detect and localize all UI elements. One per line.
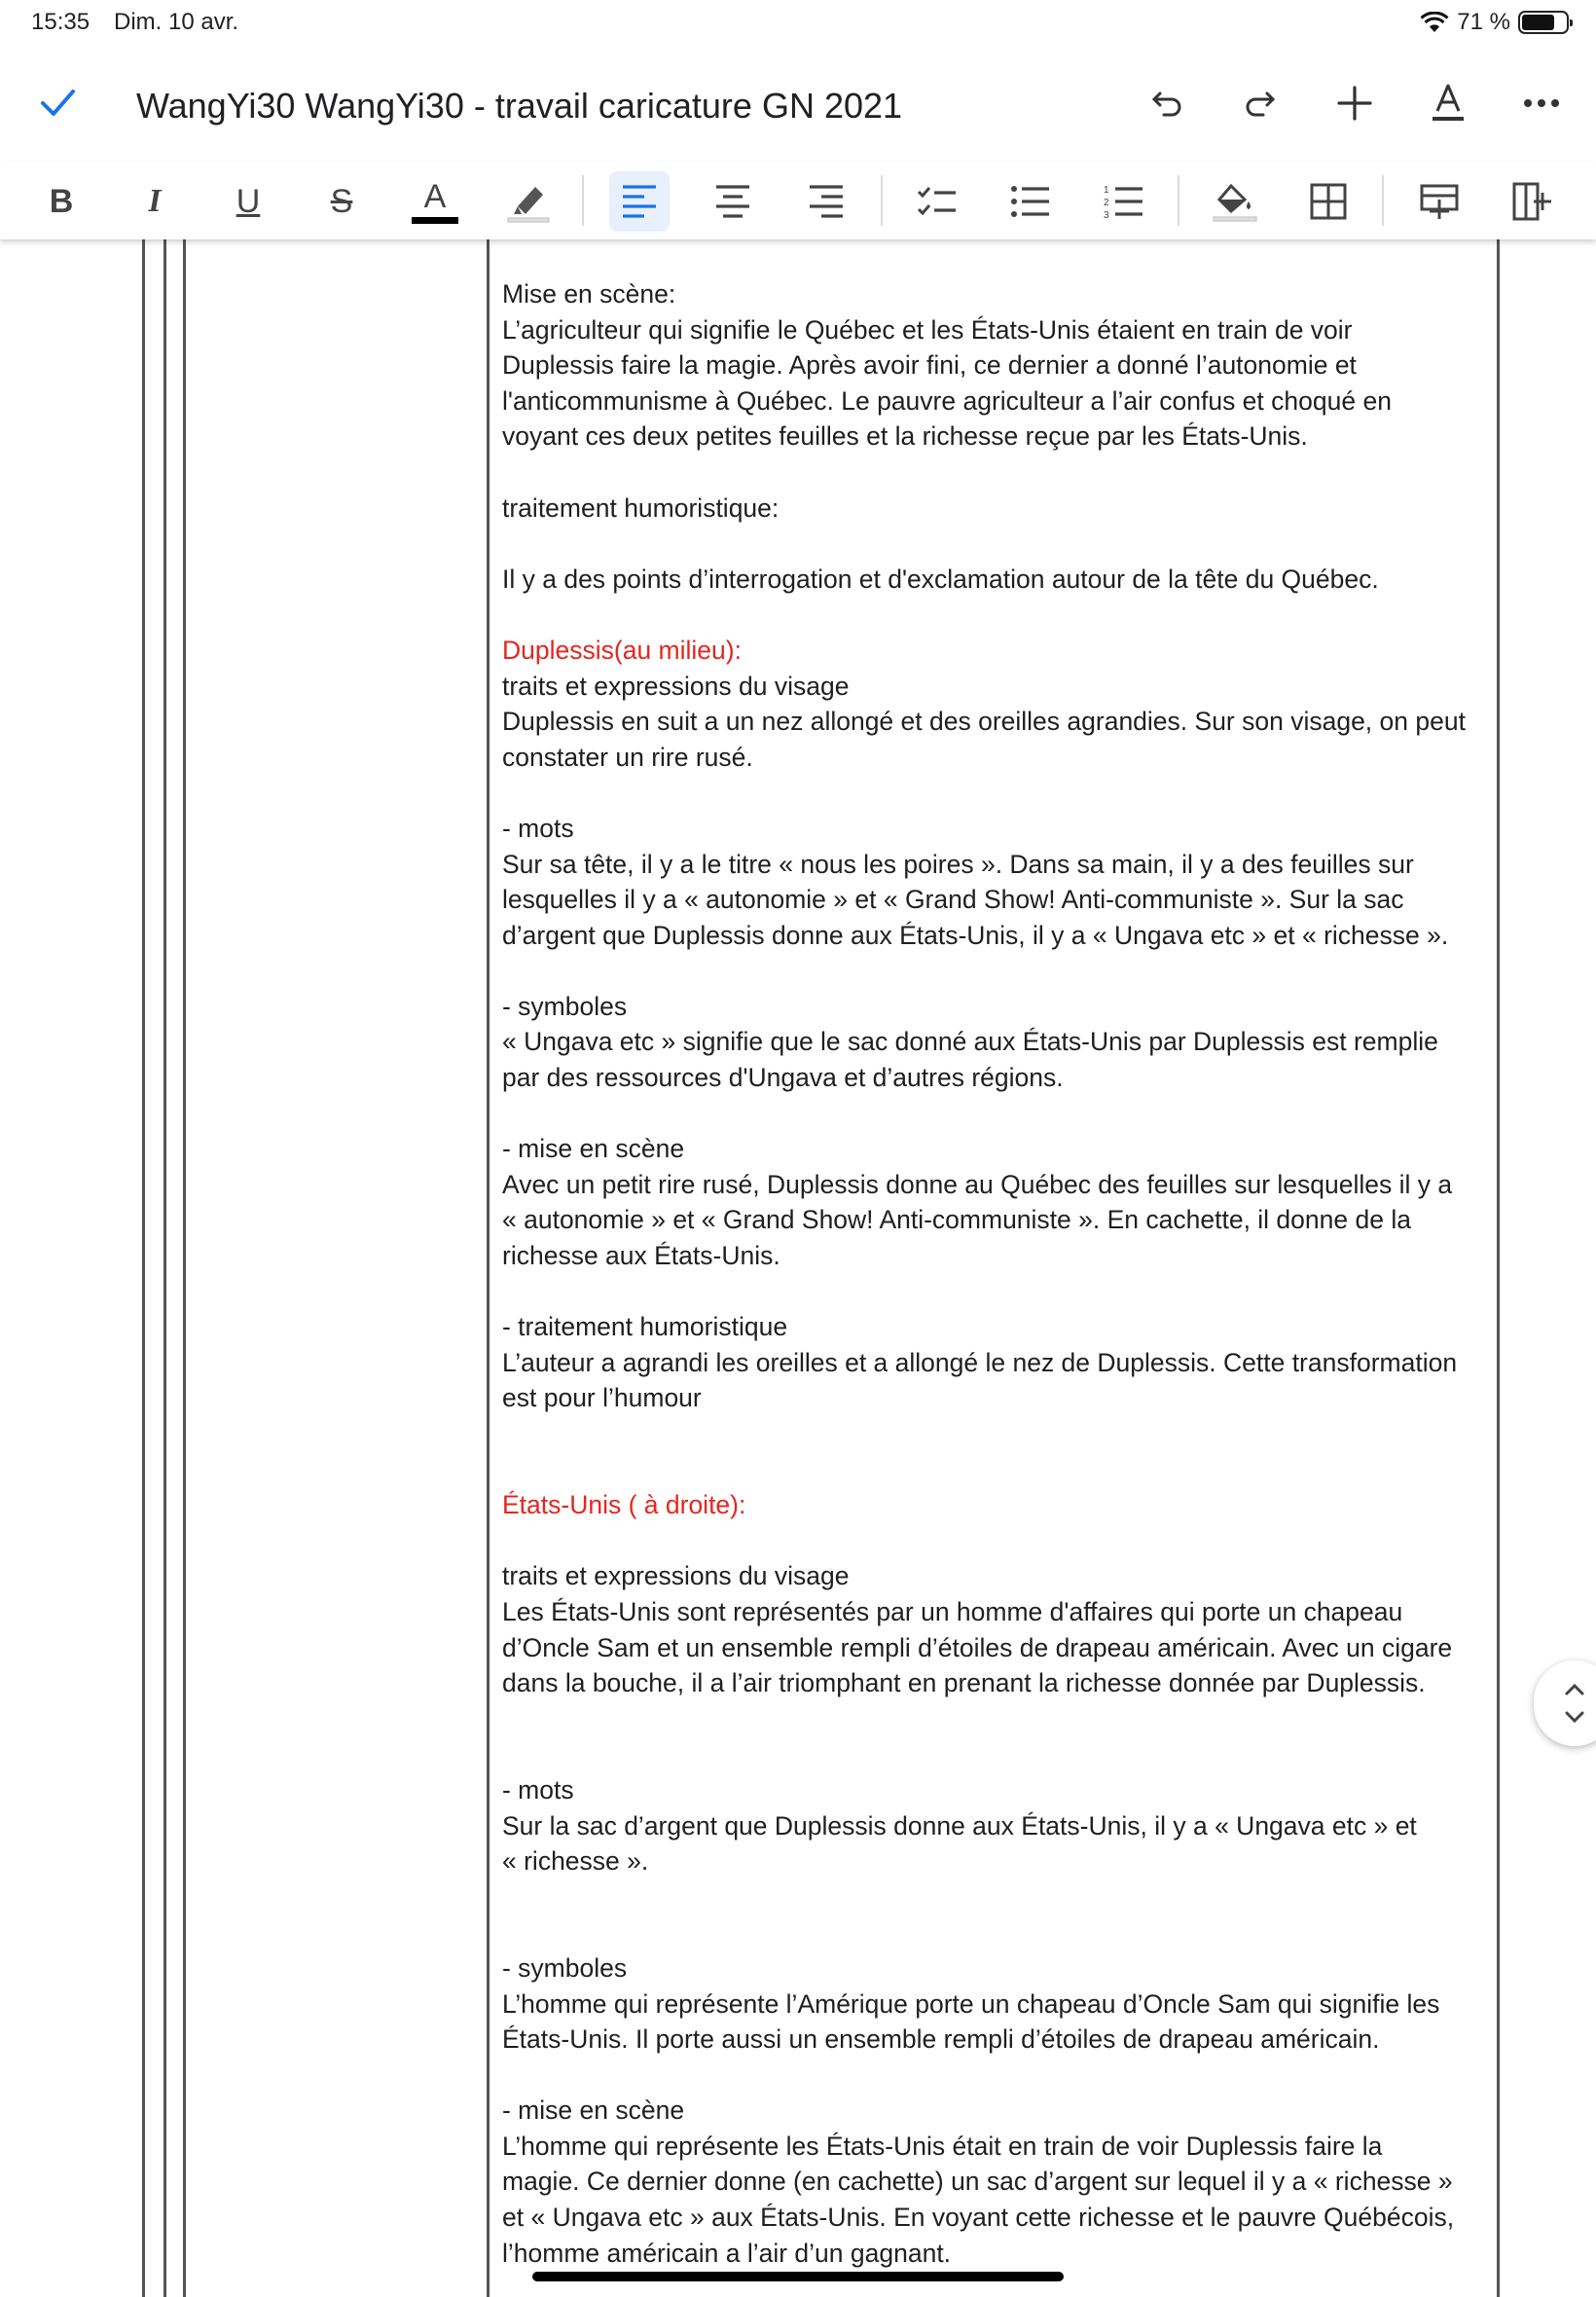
text-line: « richesse ». [502,1846,649,1877]
insert-row-icon [1420,182,1459,221]
checklist-button[interactable] [907,171,967,232]
italic-icon: I [148,183,162,219]
bold-button[interactable] [31,171,91,232]
highlight-icon [504,179,553,224]
status-date: Dim. 10 avr. [114,9,239,35]
blank-line [502,1879,1485,1915]
underline-icon: U [236,182,261,220]
text-color-letter: A [423,177,447,215]
italic-button[interactable] [125,171,185,232]
insert-button[interactable] [1327,76,1382,130]
blank-line [502,526,1485,562]
text-line: Il y a des points d’interrogation et d'exclamation autour de la tête du Québec. [502,564,1379,594]
redo-icon [1240,84,1279,123]
blank-line [502,1736,1485,1772]
align-right-button[interactable] [796,171,856,232]
text-line: L’homme qui représente l’Amérique porte un chapeau d’Oncle Sam qui signifie les [502,1988,1440,2019]
wifi-icon [1420,12,1449,33]
svg-text:2: 2 [1104,198,1109,208]
text-color-icon [412,177,458,224]
battery-icon [1518,11,1569,34]
strikethrough-icon: S [330,182,353,220]
formatting-toolbar [0,162,1596,239]
text-line: l'anticommunisme à Québec. Le pauvre agriculteur a l’air confus et choqué en [502,385,1392,416]
bold-icon: B [49,182,74,220]
section-heading: Duplessis(au milieu): [502,635,742,665]
text-line: L’auteur a agrandi les oreilles et a allongé le nez de Duplessis. Cette transformation [502,1347,1458,1377]
blank-line [502,1701,1485,1737]
text-line: - symboles [502,1952,628,1983]
text-line: d’argent que Duplessis donne aux États-Unis, il y a « Ungava etc » et « richesse ». [502,920,1449,950]
blank-line [502,1274,1485,1310]
toolbar-separator [1382,175,1384,226]
toolbar-separator [1178,175,1179,226]
svg-text:1: 1 [1104,185,1109,196]
align-center-button[interactable] [703,171,763,232]
text-line: - mots [502,1774,574,1805]
blank-line [502,1416,1485,1452]
table-border [1497,239,1500,2297]
text-line: Duplessis en suit a un nez allongé et des oreilles agrandies. Sur son visage, on peut [502,707,1466,737]
text-line: L’homme qui représente les États-Unis était en train de voir Duplessis faire la [502,2131,1383,2161]
underline-button[interactable] [218,171,278,232]
bulleted-list-button[interactable] [1000,171,1061,232]
more-button[interactable] [1514,76,1569,130]
align-left-button[interactable] [609,171,670,232]
text-line: voyant ces deux petites feuilles et la richesse reçue par les États-Unis. [502,421,1308,452]
document-body[interactable] [502,276,1485,2271]
align-center-icon [714,184,751,219]
blank-line [502,953,1485,989]
insert-column-icon [1512,182,1553,221]
bulleted-list-icon [1010,184,1051,219]
text-line: - symboles [502,991,628,1021]
align-right-icon [808,184,845,219]
document-title[interactable]: WangYi30 WangYi30 - travail caricature GN 2021 [136,86,903,126]
cell-fill-icon [1212,180,1258,223]
plus-icon [1335,84,1374,123]
text-line: - mots [502,813,574,843]
text-line: « autonomie » et « Grand Show! Anti-communiste ». En cachette, il donne de la [502,1205,1411,1235]
insert-row-button[interactable] [1409,171,1469,232]
text-line: et « Ungava etc » aux États-Unis. En voyant cette richesse et le pauvre Québécois, [502,2203,1455,2233]
cell-fill-button[interactable] [1205,171,1265,232]
table-button[interactable] [1298,171,1359,232]
numbered-list-button[interactable] [1094,171,1154,232]
table-border [163,239,166,2297]
section-heading: États-Unis ( à droite): [502,1490,746,1520]
status-time: 15:35 [31,9,91,35]
text-line: Mise en scène: [502,279,676,309]
text-line: Duplessis faire la magie. Après avoir fini, ce dernier a donné l’autonomie et [502,350,1357,381]
text-line: est pour l’humour [502,1383,702,1413]
svg-text:3: 3 [1104,210,1109,220]
redo-button[interactable] [1232,76,1287,130]
text-line: magie. Ce dernier donne (en cachette) un sac d’argent sur lequel il y a « richesse » [502,2167,1453,2197]
text-line: par des ressources d'Ungava et d’autres régions. [502,1063,1064,1093]
blank-line [502,775,1485,811]
text-line: traits et expressions du visage [502,671,850,701]
blank-line [502,1452,1485,1488]
text-line: traits et expressions du visage [502,1561,850,1591]
document-canvas[interactable] [0,239,1596,2297]
undo-icon [1148,84,1187,123]
status-bar [0,0,1596,47]
table-border [487,239,490,2297]
text-line: d’Oncle Sam et un ensemble rempli d’étoiles de drapeau américain. Avec un cigare [502,1632,1453,1662]
text-format-button[interactable] [1421,76,1475,130]
check-icon[interactable] [35,80,80,125]
text-line: dans la bouche, il a l’air triomphant en prenant la richesse donnée par Duplessis. [502,1668,1426,1698]
align-left-icon [621,184,658,219]
text-format-icon [1429,82,1468,125]
text-line: - mise en scène [502,1134,685,1164]
text-line: Avec un petit rire rusé, Duplessis donne au Québec des feuilles sur lesquelles il y a [502,1169,1453,1199]
text-color-swatch [412,217,458,224]
numbered-list-icon [1104,183,1144,220]
insert-column-button[interactable] [1503,171,1563,232]
text-line: Les États-Unis sont représentés par un homme d'affaires qui porte un chapeau [502,1596,1403,1626]
doc-titlebar [0,47,1596,162]
text-line: traitement humoristique: [502,492,780,523]
status-right [1420,9,1569,36]
undo-button[interactable] [1141,76,1195,130]
highlight-button[interactable] [498,171,559,232]
strikethrough-button[interactable] [311,171,372,232]
table-border [183,239,186,2297]
more-icon [1522,97,1561,109]
checklist-icon [917,184,958,219]
toolbar-separator [881,175,883,226]
blank-line [502,597,1485,633]
blank-line [502,2058,1485,2094]
text-line: lesquelles il y a « autonomie » et « Grand Show! Anti-communiste ». Sur la sac [502,885,1404,915]
scroll-up-down-icon [1534,1660,1596,1746]
text-line: Sur la sac d’argent que Duplessis donne aux États-Unis, il y a « Ungava etc » et [502,1810,1417,1841]
blank-line [502,1914,1485,1951]
blank-line [502,455,1485,491]
text-color-button[interactable] [405,171,465,232]
text-line: États-Unis. Il porte aussi un ensemble rempli d’étoiles de drapeau américain. [502,2024,1380,2055]
toolbar-separator [582,175,584,226]
text-line: richesse aux États-Unis. [502,1241,780,1271]
scroll-button[interactable] [1534,1660,1596,1746]
text-line: « Ungava etc » signifie que le sac donné aux États-Unis par Duplessis est remplie [502,1027,1438,1057]
table-border [142,239,145,2297]
blank-line [502,1096,1485,1132]
text-line: l’homme américain a l’air d’un gagnant. [502,2238,952,2268]
text-line: - mise en scène [502,2096,685,2126]
text-line: Sur sa tête, il y a le titre « nous les poires ». Dans sa main, il y a des feuilles sur [502,849,1414,879]
text-line: constater un rire rusé. [502,742,753,772]
home-indicator[interactable] [532,2272,1064,2281]
battery-percent: 71 % [1457,9,1510,35]
text-line: L’agriculteur qui signifie le Québec et les États-Unis étaient en train de voir [502,314,1353,345]
blank-line [502,1523,1485,1559]
table-icon [1310,183,1347,220]
text-line: - traitement humoristique [502,1312,788,1342]
